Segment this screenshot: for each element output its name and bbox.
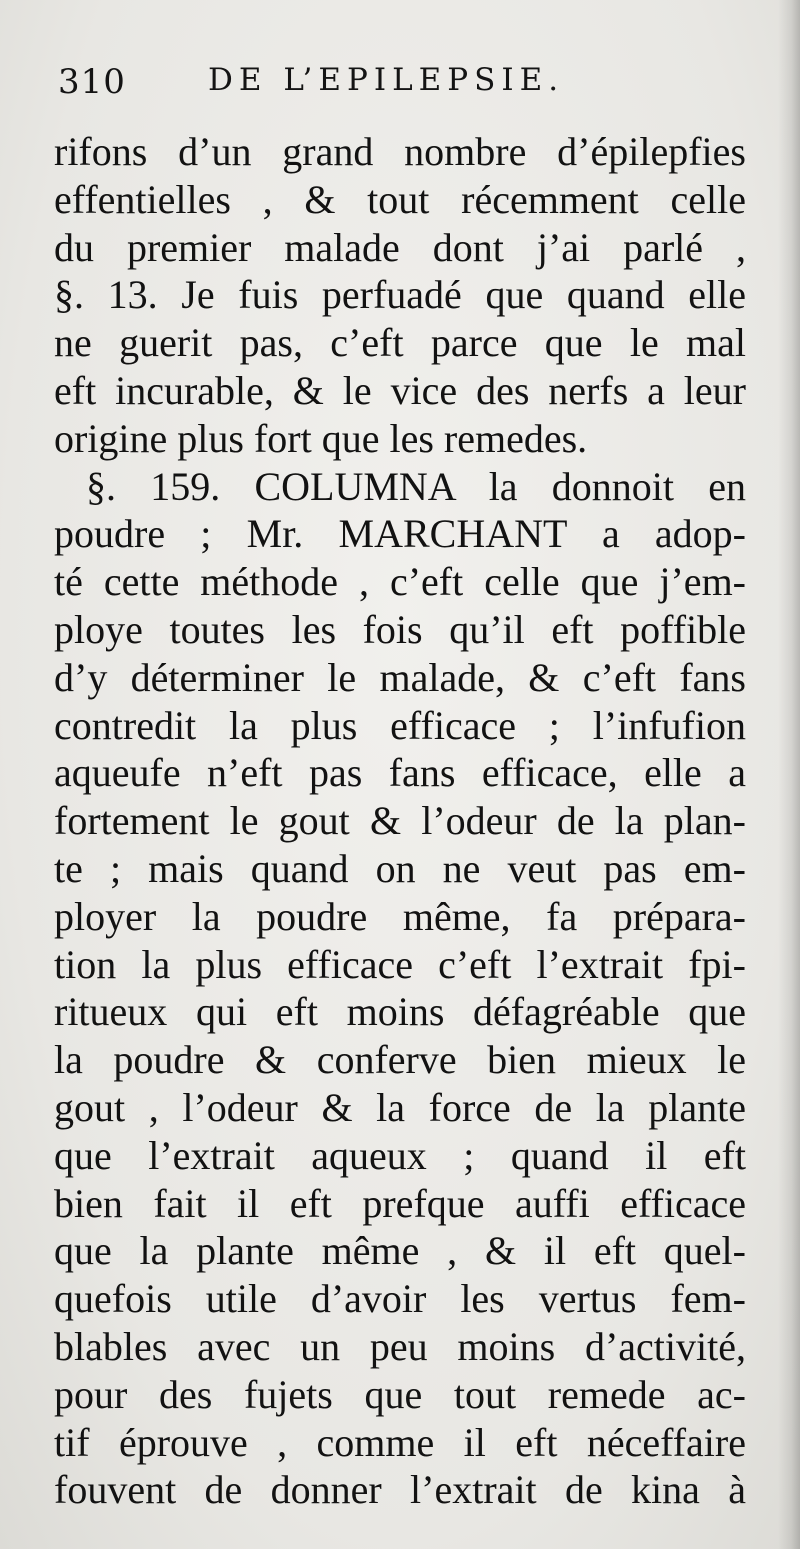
text-line: te ; mais quand on ne veut pas em- xyxy=(54,845,746,891)
text-line: tif éprouve , comme il eft néceffaire xyxy=(54,1419,746,1465)
text-line: pour des fujets que tout remede ac- xyxy=(54,1371,746,1417)
page-number: 310 xyxy=(58,62,126,102)
text-line: du premier malade dont j’ai parlé , xyxy=(54,224,746,270)
text-line: que la plante même , & il eft quel- xyxy=(54,1228,746,1274)
text-line: fouvent de donner l’extrait de kina à xyxy=(54,1467,746,1513)
text-line: quefois utile d’avoir les vertus fem- xyxy=(54,1276,746,1322)
text-line: bien fait il eft prefque auffi efficace xyxy=(54,1180,746,1226)
text-line: §. 13. Je fuis perfuadé que quand elle xyxy=(54,272,746,318)
text-line: ritueux qui eft moins défagréable que xyxy=(54,989,746,1035)
text-line: rifons d’un grand nombre d’épilepfies xyxy=(54,129,746,174)
text-line: té cette méthode , c’eft celle que j’em- xyxy=(54,559,746,605)
text-line: fortement le gout & l’odeur de la plan- xyxy=(54,798,746,844)
text-line: gout , l’odeur & la force de la plante xyxy=(54,1084,746,1130)
text-line: ployer la poudre même, fa prépara- xyxy=(54,893,746,939)
text-line: la poudre & conferve bien mieux le xyxy=(54,1037,746,1083)
text-line: poudre ; Mr. MARCHANT a adop- xyxy=(54,511,746,557)
text-line: ploye toutes les fois qu’il eft poffible xyxy=(54,606,746,652)
text-line: tion la plus efficace c’eft l’extrait fpi- xyxy=(54,941,746,987)
text-line: origine plus fort que les remedes. xyxy=(54,415,588,461)
text-line: contredit la plus efficace ; l’infufion xyxy=(54,702,746,748)
text-line: blables avec un peu moins d’activité, xyxy=(54,1323,746,1369)
text-line: aqueufe n’eft pas fans efficace, elle a xyxy=(54,750,746,796)
body-text xyxy=(54,128,746,1514)
text-line: effentielles , & tout récemment celle xyxy=(54,176,746,222)
text-line: que l’extrait aqueux ; quand il eft xyxy=(54,1132,746,1178)
page-edge-shadow xyxy=(778,0,800,1549)
paragraph-start-line: §. 159. COLUMNA la donnoit en xyxy=(86,463,746,509)
page-header xyxy=(58,58,758,108)
running-title: DE L’EPILEPSIE. xyxy=(208,62,565,98)
text-line: d’y déterminer le malade, & c’eft fans xyxy=(54,654,746,700)
text-line: ne guerit pas, c’eft parce que le mal xyxy=(54,320,746,366)
text-line: eft incurable, & le vice des nerfs a leur xyxy=(54,367,746,413)
